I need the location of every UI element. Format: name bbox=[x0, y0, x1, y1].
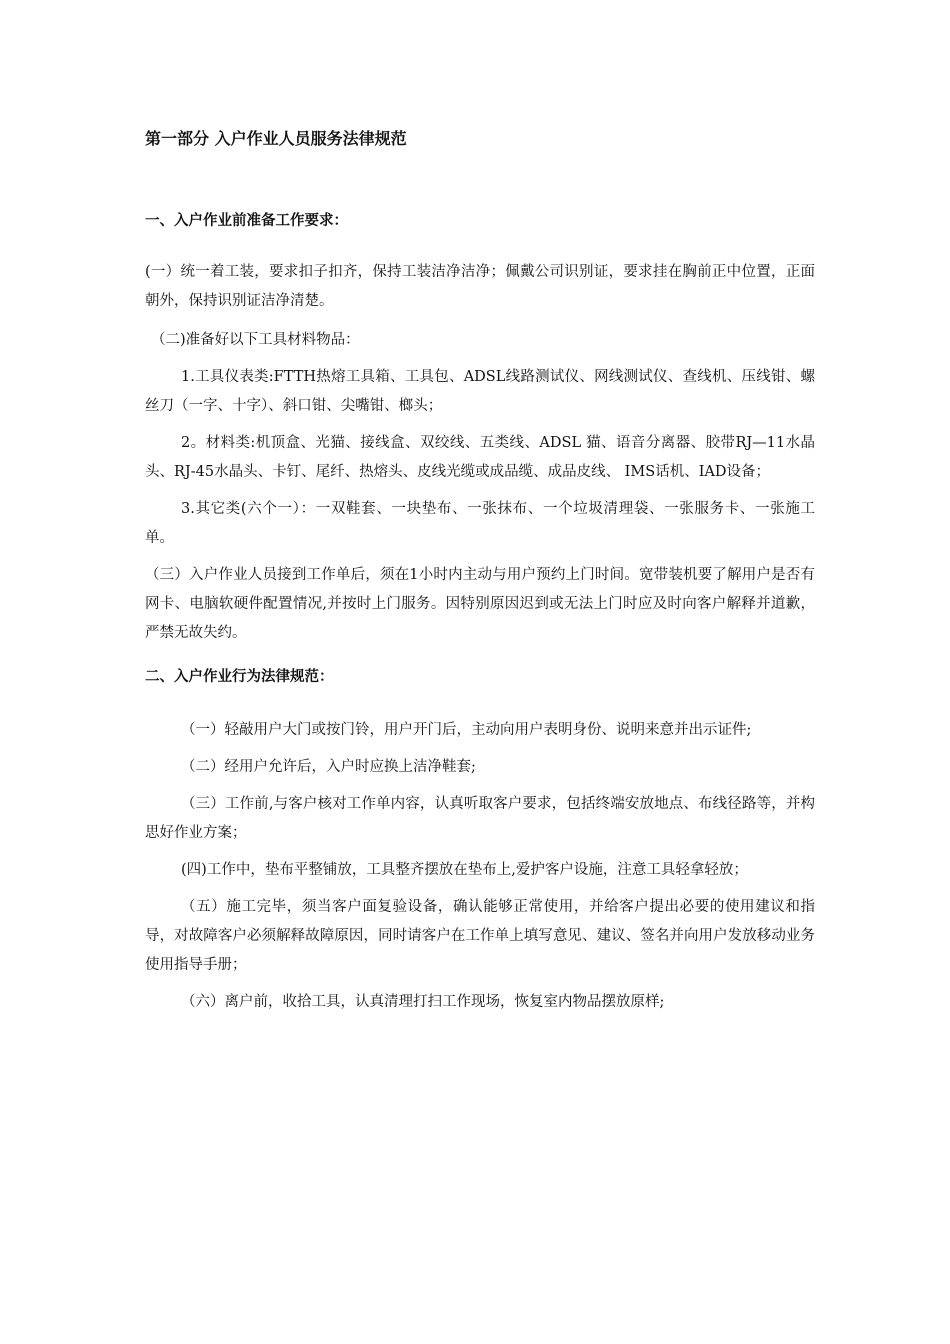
paragraph-tools-intro: （二)准备好以下工具材料物品： bbox=[151, 332, 360, 348]
paragraph-other-items: 3.其它类(六个一）：一双鞋套、一块垫布、一张抹布、一个垃圾清理袋、一张服务卡、一张施工单。 bbox=[145, 501, 815, 546]
paragraph-before-work: （三）工作前,与客户核对工作单内容，认真听取客户要求，包括终端安放地点、布线径路等，并构思好作业方案； bbox=[145, 796, 815, 841]
paragraph-instruments: 1.工具仪表类:FTTH热熔工具箱、工具包、ADSL线路测试仪、网线测试仪、查线机、压线钳、螺丝刀（一字、十字）、斜口钳、尖嘴钳、榔头； bbox=[145, 369, 815, 414]
paragraph-knock-door: （一）轻敲用户大门或按门铃，用户开门后，主动向用户表明身份、说明来意并出示证件; bbox=[181, 722, 752, 738]
section-heading-preparation: 一、入户作业前准备工作要求： bbox=[145, 213, 348, 229]
document-title: 第一部分 入户作业人员服务法律规范 bbox=[145, 129, 407, 148]
section-heading-conduct: 二、入户作业行为法律规范： bbox=[145, 669, 334, 685]
paragraph-before-leaving: （六）离户前，收拾工具，认真清理打扫工作现场，恢复室内物品摆放原样; bbox=[181, 994, 665, 1010]
paragraph-after-work: （五）施工完毕，须当客户面复验设备，确认能够正常使用，并给客户提出必要的使用建议和指导，对故障客户必须解释故障原因，同时请客户在工作单上填写意见、建议、签名并向用户发放移动业务使用指导手册； bbox=[145, 899, 815, 973]
document-body bbox=[145, 124, 815, 1017]
paragraph-appointment: （三）入户作业人员接到工作单后，须在1小时内主动与用户预约上门时间。宽带装机要了解用户是否有网卡、电脑软硬件配置情况,并按时上门服务。因特别原因迟到或无法上门时应及时向客户解释并道歉，严禁无故失约。 bbox=[145, 567, 815, 641]
paragraph-during-work: (四)工作中，垫布平整铺放，工具整齐摆放在垫布上,爱护客户设施，注意工具轻拿轻放； bbox=[181, 862, 748, 878]
paragraph-shoe-covers: （二）经用户允许后，入户时应换上洁净鞋套; bbox=[181, 759, 476, 775]
paragraph-materials: 2。材料类:机顶盒、光猫、接线盒、双绞线、五类线、ADSL 猫、语音分离器、胶带RJ—11水晶头、RJ-45水晶头、卡钉、尾纤、热熔头、皮线光缆或成品缆、成品皮线、 IMS话机、IAD设备； bbox=[145, 435, 815, 480]
paragraph-uniform: (一）统一着工装，要求扣子扣齐，保持工装洁净洁净；佩戴公司识别证，要求挂在胸前正中位置，正面朝外，保持识别证洁净清楚。 bbox=[145, 264, 815, 309]
